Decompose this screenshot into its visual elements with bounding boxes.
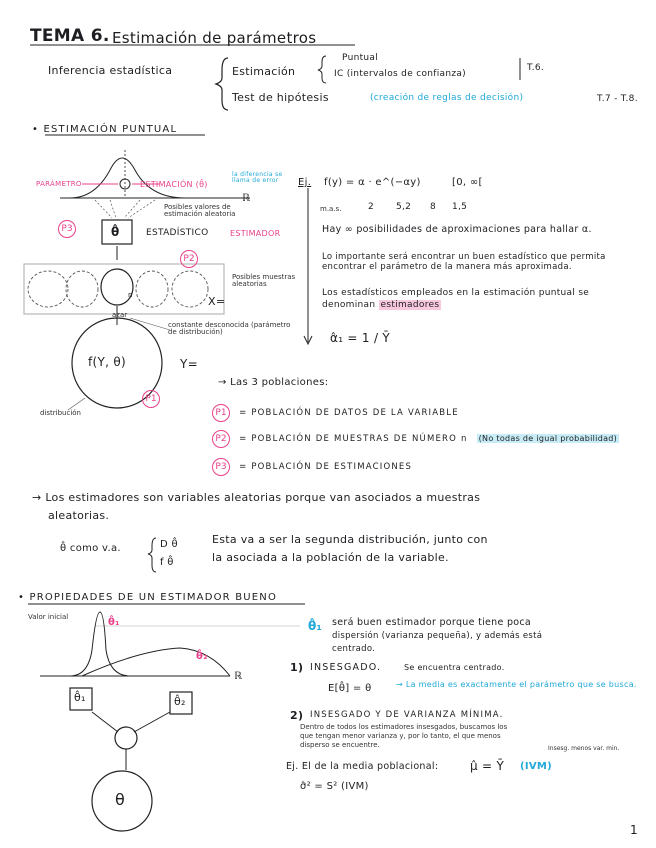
valor-inicial-label: Valor inicial [28,613,69,621]
estimacion-theta-label: ESTIMACIÓN (θ̂) [140,180,208,189]
poblaciones-intro: → Las 3 poblaciones: [218,377,329,388]
constante-note: constante desconocida (parámetro de distribución) [168,321,291,336]
azar-label: azar [112,311,128,319]
page-number: 1 [630,823,638,837]
badge-p3: P3 [58,218,76,238]
ic-label: IC (intervalos de confianza) [334,69,466,79]
distribucion-label: distribución [40,409,81,417]
ej-formula: f(y) = α · e^(−αy) [324,177,421,188]
alpha-estimate: α̂₁ = 1 / Ȳ [330,331,391,345]
badge-p2-list: P2 [212,430,230,448]
theta1-good-label: θ̂₁ [308,619,323,633]
difference-note: la diferencia se llama de error [232,171,283,184]
prop2-number: 2) [290,709,304,722]
mas-label: m.a.s. [320,205,342,213]
d-theta: D θ̂ [160,539,178,550]
prop2-desc2: que tengan menor varianza y, por lo tanto, el que menos [300,732,501,740]
good-line2: dispersión (varianza pequeña), y además está [332,631,543,641]
estimador-label: ESTIMADOR [230,229,281,238]
ex1-line3: Los estadísticos empleados en la estimación puntual se denominan estimadores [322,288,590,310]
ex1-line2: Lo importante será encontrar un buen estadístico que permita encontrar el parámetro de la manera más aproximada. [322,252,606,273]
density-function: f(Y, θ) [88,355,126,369]
ej2-small-note: Insesg. menos var. min. [548,745,620,752]
estimadores-desc2: la asociada a la población de la variable. [212,551,449,564]
puntual-label: Puntual [342,53,379,63]
ej-label: Ej. [298,177,312,188]
posibles-muestras-note: Posibles muestras aleatorias [232,273,296,288]
sample-value-1: 2 [368,202,375,212]
estimadores-desc1: Esta va a ser la segunda distribución, junto con [212,533,488,546]
estimacion-label: Estimación [232,65,296,78]
badge-p2: P2 [180,248,198,268]
section-title-estimacion-puntual: • ESTIMACIÓN PUNTUAL [32,124,178,135]
prop2-title: INSESGADO Y DE VARIANZA MÍNIMA. [310,710,504,720]
good-line3: centrado. [332,644,376,654]
poblacion-row-1: P1 = POBLACIÓN DE DATOS DE LA VARIABLE [212,402,459,422]
theta-hat-box-label: θ̂ [111,225,120,239]
estimadores-line1: → Los estimadores son variables aleatorias porque van asociados a muestras [32,491,481,504]
test-note: (creación de reglas de decisión) [370,93,524,103]
page-title: Estimación de parámetros [112,29,317,47]
ref-t78: T.7 - T.8. [597,94,638,104]
section-title-propiedades: • PROPIEDADES DE UN ESTIMADOR BUENO [18,592,278,603]
parametro-label: PARÁMETRO [36,180,82,188]
real-line-symbol-2: ℝ [234,671,243,682]
estimadores-highlight: estimadores [380,299,440,310]
f-theta: f θ̂ [160,557,174,568]
test-hipotesis-label: Test de hipótesis [232,91,329,104]
prop2-desc3: disperso se encuentre. [300,741,380,749]
x-equals: X= [208,295,226,308]
theta2-curve-label: θ̂₂ [196,651,208,662]
s-formula: σ̂² = S² (IVM) [300,781,369,792]
y-equals: Y= [180,357,198,371]
theta1-box-label: θ̂₁ [74,691,86,704]
tema-number: TEMA 6. [30,26,110,46]
prop2-desc1: Dentro de todos los estimadores insesgados, buscamos los [300,723,508,731]
prop1-note: Se encuentra centrado. [404,663,505,672]
badge-p1: P1 [142,388,160,408]
theta-population: θ [115,790,126,809]
ref-t6: T.6. [527,63,545,73]
prop1-number: 1) [290,661,304,674]
posibles-valores-note: Posibles valores de estimación aleatoria [164,203,236,218]
badge-p3-list: P3 [212,458,230,476]
sample-size-n: n [128,291,133,299]
va-label: θ̂ como v.a. [60,543,121,554]
sample-value-3: 8 [430,202,437,212]
prop1-blue-note: → La media es exactamente el parámetro que se busca. [396,680,637,689]
poblacion-row-3: P3 = POBLACIÓN DE ESTIMACIONES [212,456,412,476]
inferencia-label: Inferencia estadística [48,64,173,77]
theta2-box-label: θ̂₂ [174,695,186,708]
real-line-symbol: ℝ [242,193,251,204]
estimadores-line2: aleatorias. [48,509,110,522]
poblacion-row-2: P2 = POBLACIÓN DE MUESTRAS DE NÚMERO n (No todas de igual probabilidad) [212,428,619,448]
badge-p1-list: P1 [212,404,230,422]
ej2-formula: μ̂ = Ȳ [470,759,505,773]
prop1-formula: E[θ̂] = θ [328,683,372,694]
ej-interval: [0, ∞[ [452,177,483,188]
good-line1: será buen estimador porque tiene poca [332,617,532,628]
ej2-label: Ej. El de la media poblacional: [286,761,439,772]
prop1-title: INSESGADO. [310,662,382,673]
theta1-curve-label: θ̂₁ [108,617,120,628]
sample-value-2: 5,2 [396,202,412,212]
sample-value-4: 1,5 [452,202,468,212]
ivm-label: (IVM) [520,761,553,772]
ex1-line1: Hay ∞ posibilidades de aproximaciones para hallar α. [322,224,592,235]
estadistico-label: ESTADÍSTICO [146,228,209,238]
